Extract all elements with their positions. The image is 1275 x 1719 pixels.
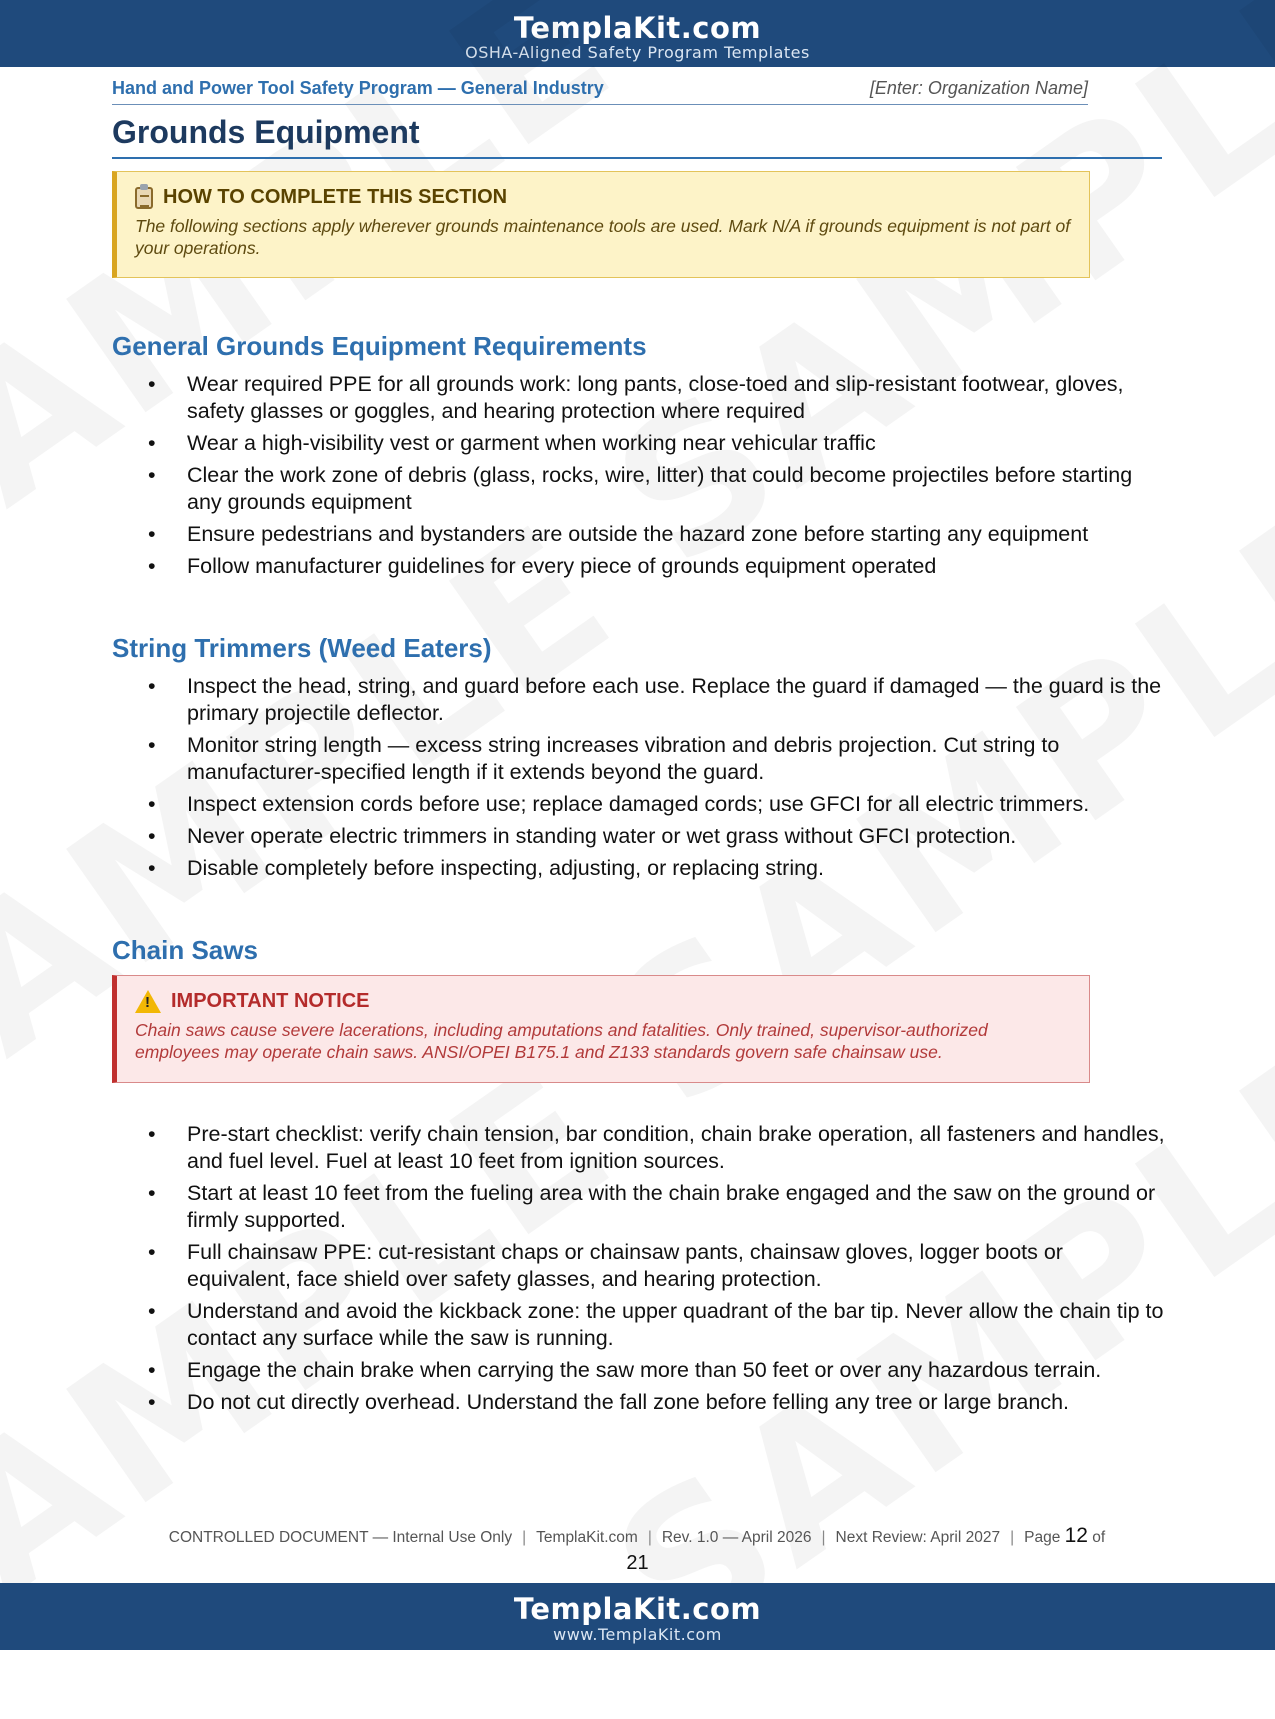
brand-title: TemplaKit.com bbox=[513, 11, 762, 45]
footer-next-review: Next Review: April 2027 bbox=[835, 1529, 1001, 1546]
footer-separator: | bbox=[522, 1529, 527, 1546]
list-item: • Engage the chain brake when carrying the saw more than 50 feet or over any hazardous terrain. bbox=[112, 1357, 1172, 1384]
program-name: Hand and Power Tool Safety Program — General Industry bbox=[112, 78, 604, 98]
how-to-complete-callout bbox=[112, 171, 1090, 278]
list-item: • Understand and avoid the kickback zone: the upper quadrant of the bar tip. Never allow the chain tip to contact any surface while the saw is running. bbox=[112, 1298, 1172, 1352]
section-heading-trimmers: String Trimmers (Weed Eaters) bbox=[112, 633, 492, 663]
footer-separator: | bbox=[647, 1529, 652, 1546]
list-item: • Wear a high-visibility vest or garment when working near vehicular traffic bbox=[112, 430, 1172, 457]
list-item: • Ensure pedestrians and bystanders are outside the hazard zone before starting any equipment bbox=[112, 521, 1172, 548]
list-item: • Pre-start checklist: verify chain tension, bar condition, chain brake operation, all fasteners and handles, and fuel level. Fuel at least 10 feet from ignition sources. bbox=[112, 1121, 1172, 1175]
list-item: • Clear the work zone of debris (glass, rocks, wire, litter) that could become projectiles before starting any grounds equipment bbox=[112, 462, 1172, 516]
page-title: Grounds Equipment bbox=[112, 109, 1162, 159]
warning-icon bbox=[135, 990, 161, 1013]
important-notice-callout bbox=[112, 975, 1090, 1083]
footer-site: TemplaKit.com bbox=[536, 1529, 638, 1546]
section-heading-general: General Grounds Equipment Requirements bbox=[112, 331, 647, 361]
controlled-document-label: CONTROLLED DOCUMENT — Internal Use Only bbox=[168, 1529, 513, 1546]
footer-revision: Rev. 1.0 — April 2026 bbox=[661, 1529, 812, 1546]
brand-tagline: OSHA-Aligned Safety Program Templates bbox=[465, 43, 810, 62]
list-item: • Wear required PPE for all grounds work: long pants, close-toed and slip-resistant footwear, gloves, safety glasses or goggles, and hearing protection where required bbox=[112, 371, 1172, 425]
footer-page-label: Page bbox=[1024, 1529, 1061, 1546]
string-trimmers-list bbox=[112, 673, 1172, 887]
organization-placeholder: [Enter: Organization Name] bbox=[869, 78, 1088, 98]
bottom-brand-url: www.TemplaKit.com bbox=[553, 1625, 722, 1644]
chain-saws-list bbox=[112, 1121, 1172, 1421]
list-item: • Never operate electric trimmers in standing water or wet grass without GFCI protection. bbox=[112, 823, 1172, 850]
document-header bbox=[112, 78, 1088, 105]
bottom-brand-title: TemplaKit.com bbox=[513, 1592, 762, 1626]
document-footer bbox=[112, 1526, 1162, 1548]
list-item: • Full chainsaw PPE: cut-resistant chaps or chainsaw pants, chainsaw gloves, logger boots or equivalent, face shield over safety glasses, and hearing protection. bbox=[112, 1239, 1172, 1293]
page-total: 21 bbox=[626, 1552, 649, 1574]
callout-text: The following sections apply wherever grounds maintenance tools are used. Mark N/A if grounds equipment is not part of your operations. bbox=[135, 216, 1071, 258]
page-number: 12 bbox=[1064, 1524, 1088, 1547]
list-item: • Do not cut directly overhead. Understand the fall zone before felling any tree or large branch. bbox=[112, 1389, 1172, 1416]
footer-of-label: of bbox=[1092, 1529, 1106, 1546]
bottom-banner bbox=[0, 1583, 1275, 1650]
list-item: • Follow manufacturer guidelines for every piece of grounds equipment operated bbox=[112, 553, 1172, 580]
section-heading-chainsaws: Chain Saws bbox=[112, 935, 258, 965]
list-item: • Inspect the head, string, and guard before each use. Replace the guard if damaged — the guard is the primary projectile deflector. bbox=[112, 673, 1172, 727]
list-item: • Disable completely before inspecting, adjusting, or replacing string. bbox=[112, 855, 1172, 882]
notice-text: Chain saws cause severe lacerations, including amputations and fatalities. Only trained, supervisor-authorized employees may operate chain saws. ANSI/OPEI B175.1 and Z133 standards govern safe chainsaw use. bbox=[135, 1020, 988, 1062]
general-requirements-list bbox=[112, 371, 1172, 585]
notice-title: IMPORTANT NOTICE bbox=[171, 990, 370, 1012]
footer-separator: | bbox=[1010, 1529, 1015, 1546]
top-banner bbox=[0, 0, 1275, 67]
notice-header bbox=[135, 990, 1071, 1013]
list-item: • Monitor string length — excess string increases vibration and debris projection. Cut string to manufacturer-specified length if it extends beyond the guard. bbox=[112, 732, 1172, 786]
list-item: • Inspect extension cords before use; replace damaged cords; use GFCI for all electric trimmers. bbox=[112, 791, 1172, 818]
footer-separator: | bbox=[821, 1529, 826, 1546]
callout-title: HOW TO COMPLETE THIS SECTION bbox=[163, 186, 508, 208]
list-item: • Start at least 10 feet from the fueling area with the chain brake engaged and the saw on the ground or firmly supported. bbox=[112, 1180, 1172, 1234]
callout-header bbox=[135, 186, 1071, 209]
clipboard-icon bbox=[135, 187, 153, 209]
